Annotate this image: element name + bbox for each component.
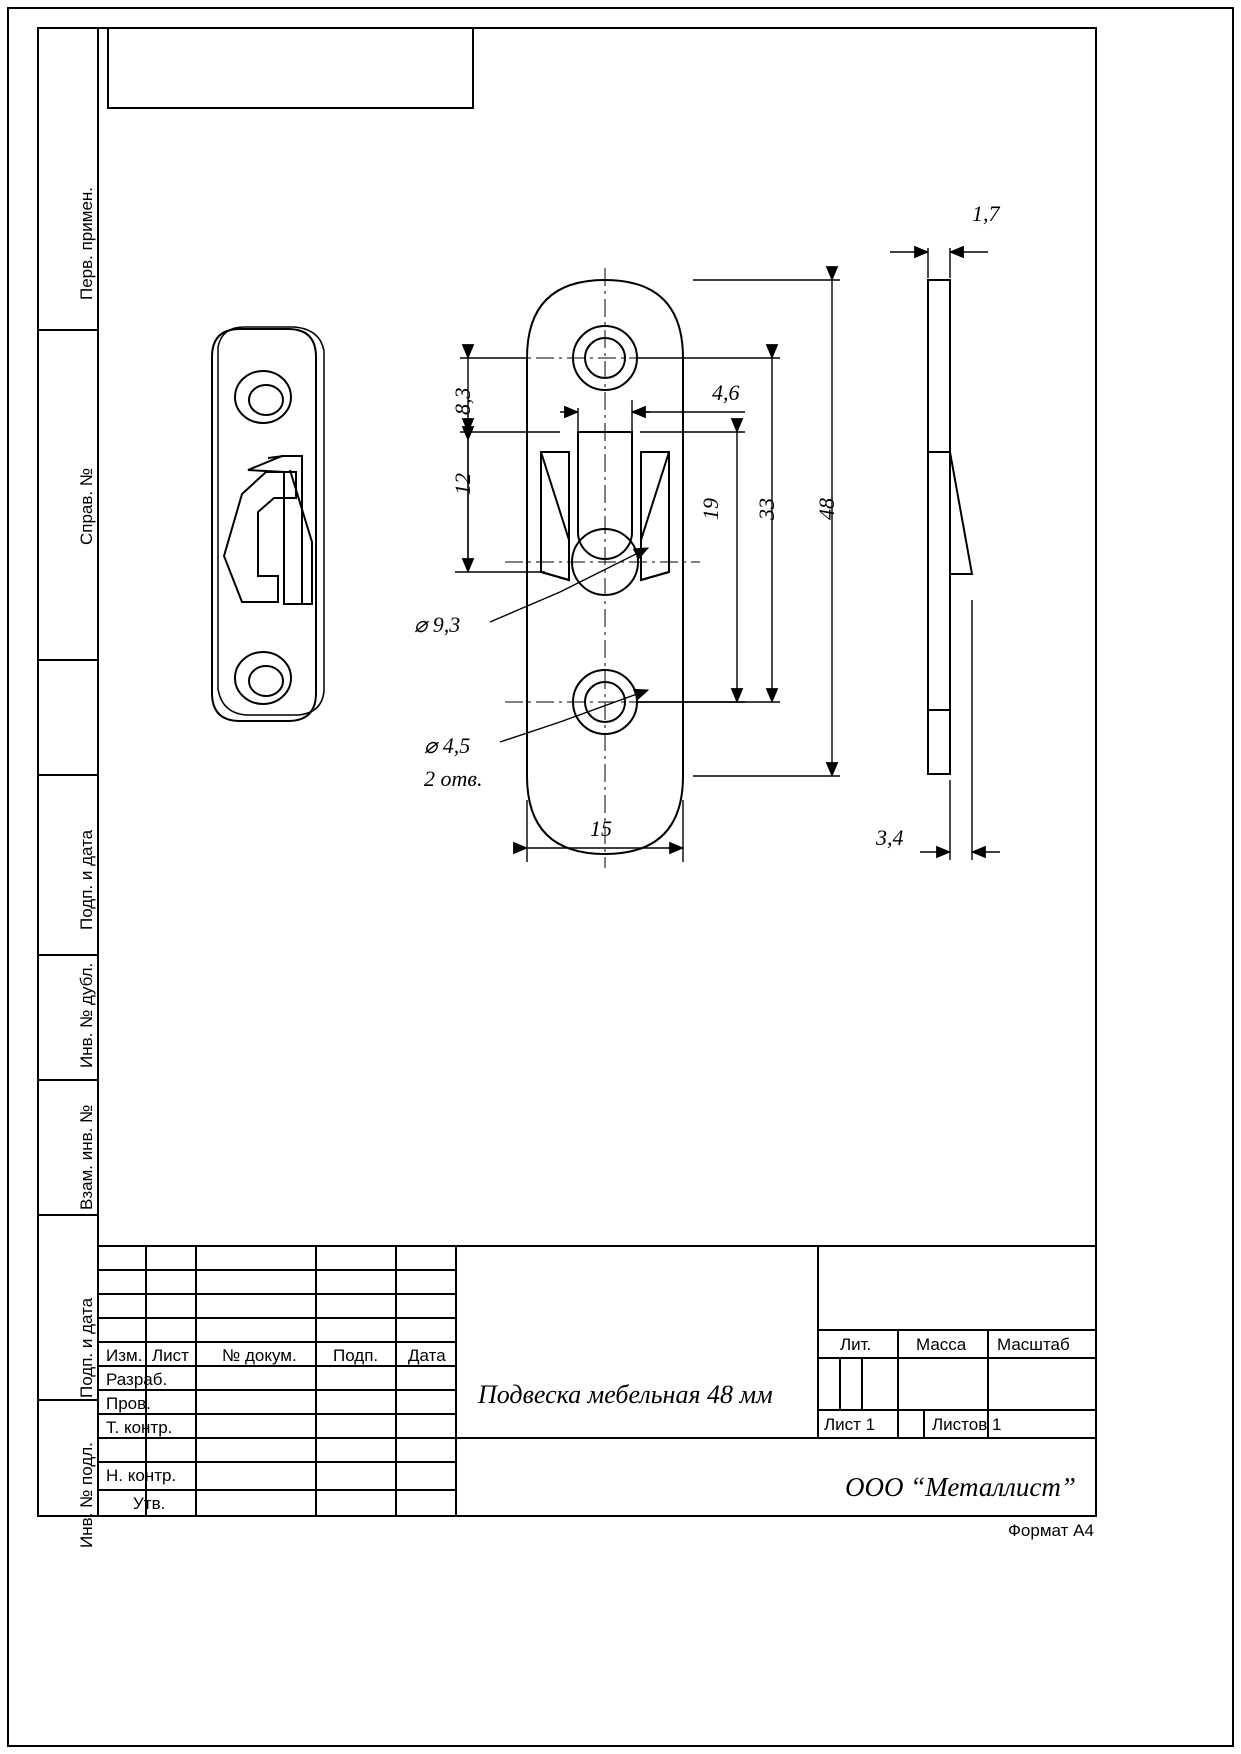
margin-label-podp-i-data-1: Подп. и дата — [77, 829, 96, 930]
dim-48: 48 — [814, 498, 839, 520]
tb-stamp-massa: Масса — [916, 1335, 967, 1354]
dim-dia-4-5: ⌀ 4,5 — [424, 733, 471, 758]
tb-header-data: Дата — [408, 1346, 446, 1365]
margin-label-vzam-inv-no: Взам. инв. № — [77, 1104, 96, 1210]
dim-33: 33 — [754, 498, 779, 520]
drawing-title: Подвеска мебельная 48 мм — [478, 1380, 773, 1409]
dim-1-7: 1,7 — [972, 201, 1000, 226]
dim-15: 15 — [590, 816, 612, 841]
tb-role-razrab: Разраб. — [106, 1370, 168, 1389]
tb-role-t-kontr: Т. контр. — [106, 1418, 173, 1437]
tb-header-nomer-dokum: № докум. — [222, 1346, 297, 1365]
margin-label-inv-no-dubl: Инв. № дубл. — [77, 962, 96, 1068]
tb-role-prov: Пров. — [106, 1394, 151, 1413]
format-label: Формат А4 — [1008, 1521, 1094, 1540]
margin-label-podp-i-data-2: Подп. и дата — [77, 1297, 96, 1398]
dim-19: 19 — [698, 498, 723, 520]
dim-8-3: 8,3 — [450, 387, 475, 415]
tb-sheet-count: Листов 1 — [932, 1415, 1002, 1434]
tb-header-podp: Подп. — [333, 1346, 379, 1365]
dim-holes-count: 2 отв. — [424, 766, 483, 791]
tb-stamp-masshtab: Масштаб — [997, 1335, 1070, 1354]
dim-4-6: 4,6 — [712, 380, 740, 405]
dim-3-4: 3,4 — [876, 825, 904, 850]
tb-header-list: Лист — [152, 1346, 189, 1365]
tb-role-n-kontr: Н. контр. — [106, 1466, 177, 1485]
company-name: ООО “Металлист” — [845, 1472, 1076, 1502]
dim-12: 12 — [450, 473, 475, 495]
margin-label-inv-no-podl: Инв. № подл. — [77, 1442, 96, 1548]
tb-stamp-lit: Лит. — [840, 1335, 872, 1354]
margin-label-sprav-no: Справ. № — [77, 467, 96, 545]
dim-dia-9-3: ⌀ 9,3 — [414, 612, 461, 637]
tb-sheet-number: Лист 1 — [824, 1415, 876, 1434]
margin-label-perv-primen: Перв. примен. — [77, 186, 96, 300]
tb-header-izm: Изм. — [106, 1346, 143, 1365]
tb-role-utv: Утв. — [133, 1494, 166, 1513]
